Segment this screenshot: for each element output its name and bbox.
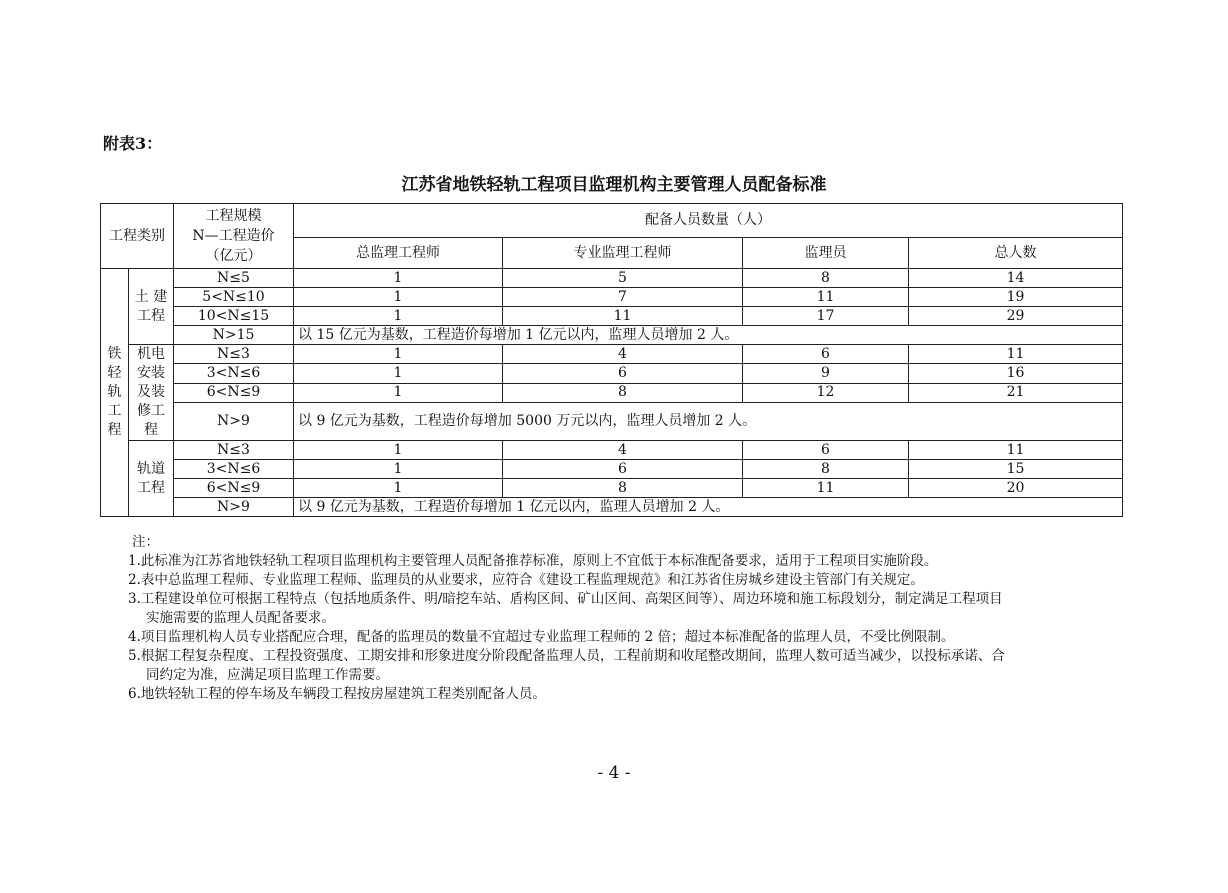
cell-scale: N≤5 [174,269,294,288]
table-row-extra [101,403,1123,441]
table-row [101,441,1123,460]
header-specialist-engineer: 专业监理工程师 [503,238,743,269]
table-title: 江苏省地铁轻轨工程项目监理机构主要管理人员配备标准 [401,175,827,195]
notes-title: 注： [132,534,159,550]
header-category: 工程类别 [101,204,174,269]
cell-total: 14 [909,269,1123,288]
cell-scale: N≤3 [174,345,294,364]
cell-chief: 1 [294,288,503,307]
table-row [101,479,1123,498]
cell-scale: 6<N≤9 [174,383,294,402]
cell-chief: 1 [294,307,503,326]
cell-increment-rule: 以 9 亿元为基数，工程造价每增加 1 亿元以内，监理人员增加 2 人。 [294,498,1123,517]
cell-scale: N>15 [174,326,294,345]
cell-chief: 1 [294,441,503,460]
cell-scale: 6<N≤9 [174,479,294,498]
cell-scale: N≤3 [174,441,294,460]
cell-specialist: 6 [503,364,743,383]
cell-supervisor: 12 [743,383,909,402]
header-supervisor: 监理员 [743,238,909,269]
cell-chief: 1 [294,345,503,364]
cell-total: 11 [909,345,1123,364]
cell-specialist: 5 [503,269,743,288]
table-row-extra [101,498,1123,517]
cell-chief: 1 [294,479,503,498]
table-row [101,269,1123,288]
cell-chief: 1 [294,460,503,479]
header-chief-engineer: 总监理工程师 [294,238,503,269]
cell-specialist: 8 [503,479,743,498]
cell-scale: 10<N≤15 [174,307,294,326]
cell-specialist: 4 [503,345,743,364]
cell-total: 15 [909,460,1123,479]
cell-scale: 3<N≤6 [174,364,294,383]
cell-supervisor: 8 [743,460,909,479]
cell-scale: 5<N≤10 [174,288,294,307]
header-scale: 工程规模 N—工程造价 （亿元） [174,204,294,269]
cell-specialist: 7 [503,288,743,307]
table-row [101,288,1123,307]
cell-chief: 1 [294,269,503,288]
header-total: 总人数 [909,238,1123,269]
table-row [101,307,1123,326]
table-row-extra [101,326,1123,345]
cell-supervisor: 6 [743,441,909,460]
staffing-standard-table [100,203,1123,517]
cell-specialist: 8 [503,383,743,402]
cell-specialist: 6 [503,460,743,479]
notes-section [128,533,1128,704]
cell-supervisor: 8 [743,269,909,288]
cell-specialist: 4 [503,441,743,460]
cell-supervisor: 6 [743,345,909,364]
cell-total: 16 [909,364,1123,383]
note-item: 4.项目监理机构人员专业搭配应合理，配备的监理员的数量不宜超过专业监理工程师的 2 倍；超过本标准配备的监理人员，不受比例限制。 [128,629,955,645]
cell-total: 21 [909,383,1123,402]
cell-supervisor: 17 [743,307,909,326]
note-item: 6.地铁轻轨工程的停车场及车辆段工程按房屋建筑工程类别配备人员。 [128,686,546,702]
cell-total: 20 [909,479,1123,498]
cell-total: 11 [909,441,1123,460]
note-item: 1.此标准为江苏省地铁轻轨工程项目监理机构主要管理人员配备推荐标准，原则上不宜低于本标准配备要求，适用于工程项目实施阶段。 [128,553,938,569]
cell-total: 29 [909,307,1123,326]
cell-increment-rule: 以 15 亿元为基数，工程造价每增加 1 亿元以内，监理人员增加 2 人。 [294,326,1123,345]
cell-chief: 1 [294,364,503,383]
table-row [101,345,1123,364]
note-item: 2.表中总监理工程师、专业监理工程师、监理员的从业要求，应符合《建设工程监理规范》和江苏省住房城乡建设主管部门有关规定。 [128,572,924,588]
group-name-cell: 轨道 工程 [129,441,174,517]
table-row [101,460,1123,479]
note-item: 3.工程建设单位可根据工程特点（包括地质条件、明/暗挖车站、盾构区间、矿山区间、高架区间等）、周边环境和施工标段划分，制定满足工程项目 [128,591,1003,607]
group-name-cell: 机电 安装 及装 修工 程 [129,345,174,441]
note-item: 5.根据工程复杂程度、工程投资强度、工期安排和形象进度分阶段配备监理人员，工程前期和收尾整改期间，监理人数可适当减少，以投标承诺、合 [128,648,1005,664]
table-row [101,364,1123,383]
main-category-cell: 铁 轻 轨 工 程 [101,269,129,517]
header-staffing: 配备人员数量（人） [294,204,1123,238]
cell-increment-rule: 以 9 亿元为基数，工程造价每增加 5000 万元以内，监理人员增加 2 人。 [294,403,1123,441]
note-item-continuation: 同约定为准，应满足项目监理工作需要。 [146,667,389,683]
note-item-continuation: 实施需要的监理人员配备要求。 [146,610,335,626]
table-row [101,383,1123,402]
group-name-cell: 土 建 工程 [129,269,174,345]
cell-supervisor: 11 [743,288,909,307]
cell-total: 19 [909,288,1123,307]
cell-scale: 3<N≤6 [174,460,294,479]
cell-scale: N>9 [174,498,294,517]
cell-scale: N>9 [174,403,294,441]
cell-supervisor: 11 [743,479,909,498]
cell-chief: 1 [294,383,503,402]
page-number: - 4 - [597,763,631,783]
cell-specialist: 11 [503,307,743,326]
cell-supervisor: 9 [743,364,909,383]
attachment-label: 附表3： [103,134,163,153]
